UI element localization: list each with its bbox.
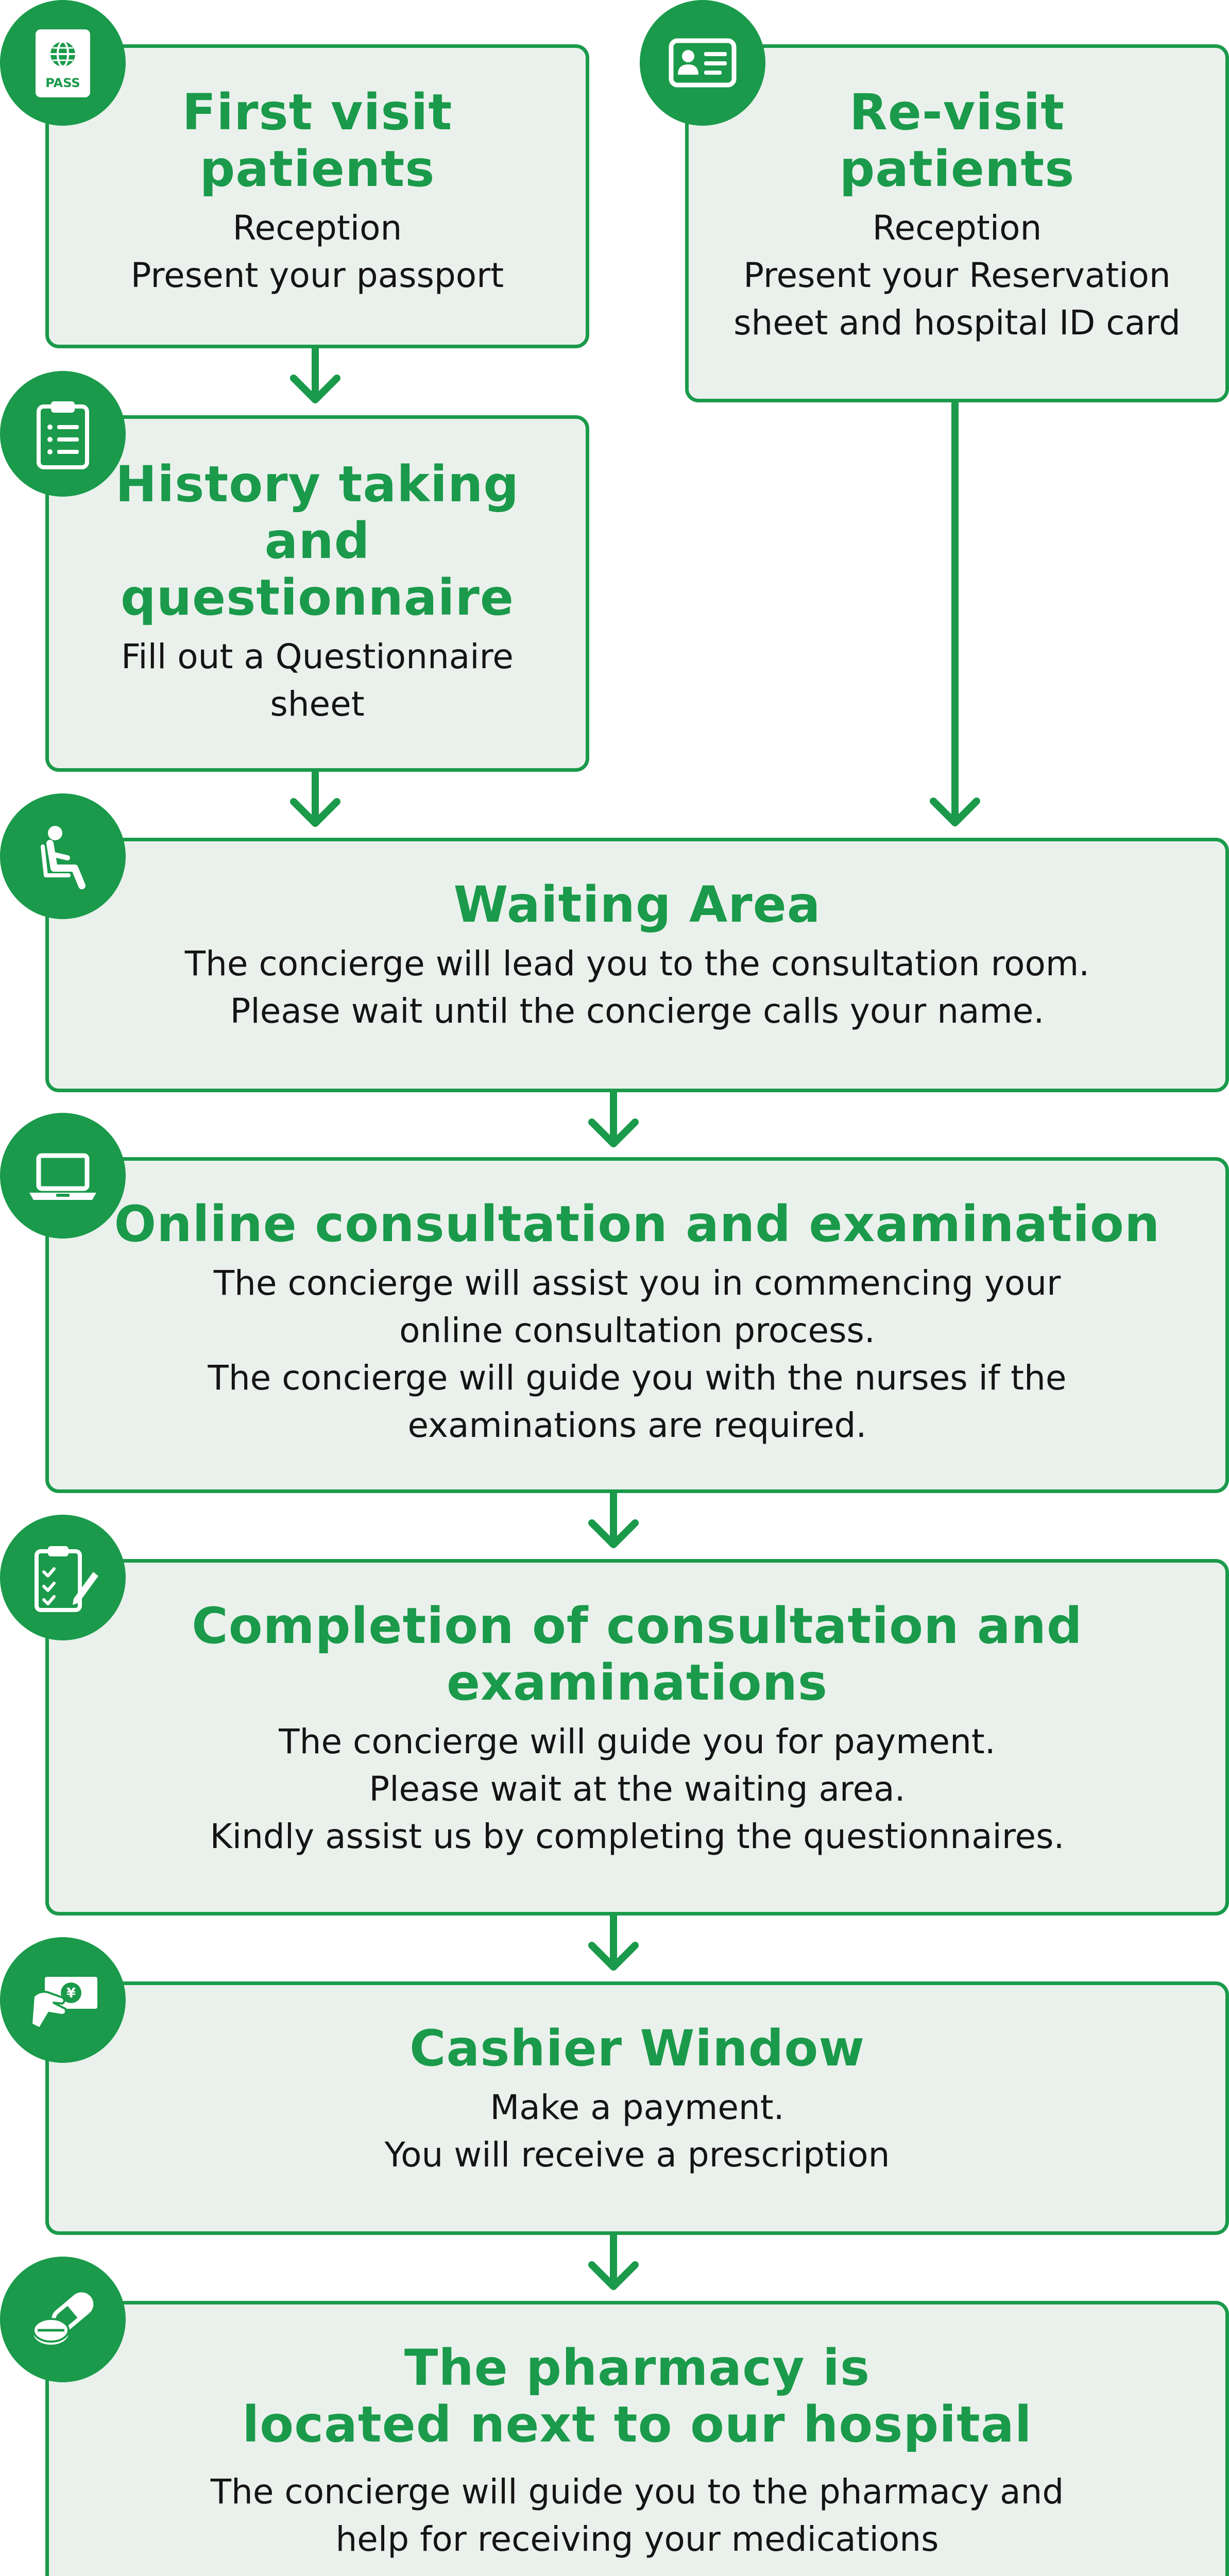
waiting-area-text: The concierge will lead you to the consultation room. Please wait until the concierge calls your name. bbox=[184, 944, 1090, 1031]
history-box bbox=[45, 415, 589, 772]
seated-person-icon bbox=[0, 793, 126, 919]
online-consultation-box bbox=[45, 1157, 1229, 1493]
cashier-window-box bbox=[45, 1981, 1229, 2235]
arrow-history-to-waiting bbox=[288, 769, 342, 831]
completion-box bbox=[45, 1559, 1229, 1916]
yen-symbol: ¥ bbox=[66, 1986, 76, 2001]
online-consultation-text: The concierge will assist you in commencing your online consultation process. The concierge will guide you with the nurses if the examinations are required. bbox=[208, 1263, 1067, 1445]
waiting-area-box bbox=[45, 838, 1229, 1092]
arrow-online-to-completion bbox=[587, 1490, 640, 1552]
pharmacy-text: The concierge will guide you to the pharmacy and help for receiving your medications bbox=[210, 2472, 1064, 2559]
history-title: History taking and questionnaire bbox=[115, 455, 520, 626]
history-text: Fill out a Questionnaire sheet bbox=[121, 637, 514, 724]
arrow-cashier-to-pharmacy bbox=[587, 2232, 640, 2294]
cash-payment-icon bbox=[0, 1937, 126, 2063]
pharmacy-title: The pharmacy is located next to our hospital bbox=[242, 2339, 1032, 2453]
revisit-title: Re-visit patients bbox=[839, 83, 1075, 198]
arrow-first-to-history bbox=[288, 345, 342, 407]
first-visit-text: Reception Present your passport bbox=[130, 208, 504, 295]
cashier-window-title: Cashier Window bbox=[409, 2020, 865, 2077]
first-visit-box bbox=[45, 44, 589, 348]
revisit-text: Reception Present your Reservation sheet and hospital ID card bbox=[733, 208, 1181, 343]
cashier-window-text: Make a payment. You will receive a prescription bbox=[384, 2088, 890, 2175]
waiting-area-title: Waiting Area bbox=[453, 876, 821, 934]
arrow-waiting-to-online bbox=[587, 1089, 640, 1151]
clipboard-list-icon bbox=[0, 371, 126, 497]
arrow-revisit-to-waiting bbox=[928, 399, 982, 831]
arrow-completion-to-cashier bbox=[587, 1912, 640, 1974]
revisit-box bbox=[685, 44, 1229, 402]
passport-icon bbox=[0, 0, 126, 126]
laptop-icon bbox=[0, 1113, 126, 1239]
id-card-icon bbox=[640, 0, 765, 126]
passport-label: PASS bbox=[45, 76, 80, 90]
first-visit-title: First visit patients bbox=[182, 83, 453, 198]
online-consultation-title: Online consultation and examination bbox=[114, 1195, 1160, 1253]
completion-text: The concierge will guide you for payment. Please wait at the waiting area. Kindly assist us by completing the questionnaires. bbox=[210, 1722, 1065, 1856]
pharmacy-box bbox=[45, 2301, 1229, 2576]
clipboard-check-icon bbox=[0, 1515, 126, 1640]
medicine-pills-icon bbox=[0, 2257, 126, 2382]
completion-title: Completion of consultation and examinations bbox=[192, 1597, 1083, 1711]
